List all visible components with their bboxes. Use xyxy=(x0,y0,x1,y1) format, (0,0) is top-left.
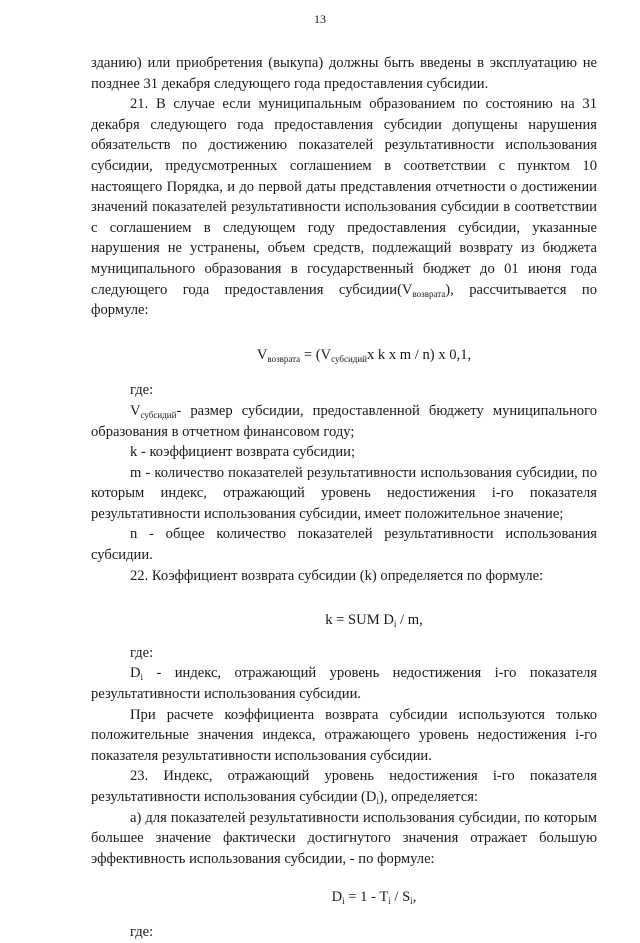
definition-m: m - количество показателей результативности использования субсидии, по которым индекс, отражающий уровень недостижения i-го показателя результативности использования субсидии, имеет положительное значение; xyxy=(91,464,597,522)
definition-n: n - общее количество показателей результативности использования субсидии. xyxy=(91,526,597,564)
paragraph-continuation: зданию) или приобретения (выкупа) должны быть введены в эксплуатацию не позднее 31 декабря следующего года предоставления субсидии. xyxy=(91,55,597,92)
paragraph-calculation-note: При расчете коэффициента возврата субсидии используются только положительные значения индекса, отражающего уровень недостижения i-го показателя результативности использования субсидии. xyxy=(91,706,597,764)
where-label-3: где: xyxy=(130,923,154,940)
definition-k: k - коэффициент возврата субсидии; xyxy=(130,444,356,461)
page-number: 13 xyxy=(314,12,326,26)
formula-k: k = SUM $D_i$ / m, xyxy=(325,612,423,630)
where-label-2: где: xyxy=(130,644,154,661)
formula-v-return: $V_{возврата} = (V_{субсидий}x$ k x m / n) x 0,1, xyxy=(256,346,472,364)
definition-v-subsidy: $V_{субсидий}-$ размер субсидии, предоставленной бюджету муниципального образования в отчетном финансовом году; xyxy=(91,402,597,440)
where-label-1: где: xyxy=(130,382,154,399)
document-body xyxy=(91,53,597,943)
formula-d-i: $D_i = 1 - T_i / S_i$, xyxy=(331,889,417,907)
paragraph-22: 22. Коэффициент возврата субсидии (k) определяется по формуле: xyxy=(130,567,544,584)
paragraph-21: 21. В случае если муниципальным образованием по состоянию на 31 декабря следующего года предоставления субсидии допущены нарушения обязательств по достижению показателей результативности использования субсидии, предусмотренных соглашением в соответствии с пунктом 10 настоящего Порядка, и до первой даты представления отчетности о достижении значений показателей результативности использования субсидии в соответствии с соглашением в следующем году предоставления субсидии, указанные нарушения не устранены, объем средств, подлежащий возврату из бюджета муниципального образования в государственный бюджет до 01 июня года следующего года предоставления $субсидии(V_{возврата})$, рассчитывается по формуле: xyxy=(91,96,597,319)
paragraph-23: 23. Индекс, отражающий уровень недостижения i-го показателя результативности использования субсидии $(D_i)$, определяется: xyxy=(91,768,597,806)
paragraph-23-a: а) для показателей результативности использования субсидии, по которым большее значение фактически достигнутого значения отражает большую эффективность использования субсидии, - по формуле: xyxy=(91,809,597,867)
definition-d-i: $D_i$ - индекс, отражающий уровень недостижения i-го показателя результативности использования субсидии. xyxy=(91,665,597,703)
